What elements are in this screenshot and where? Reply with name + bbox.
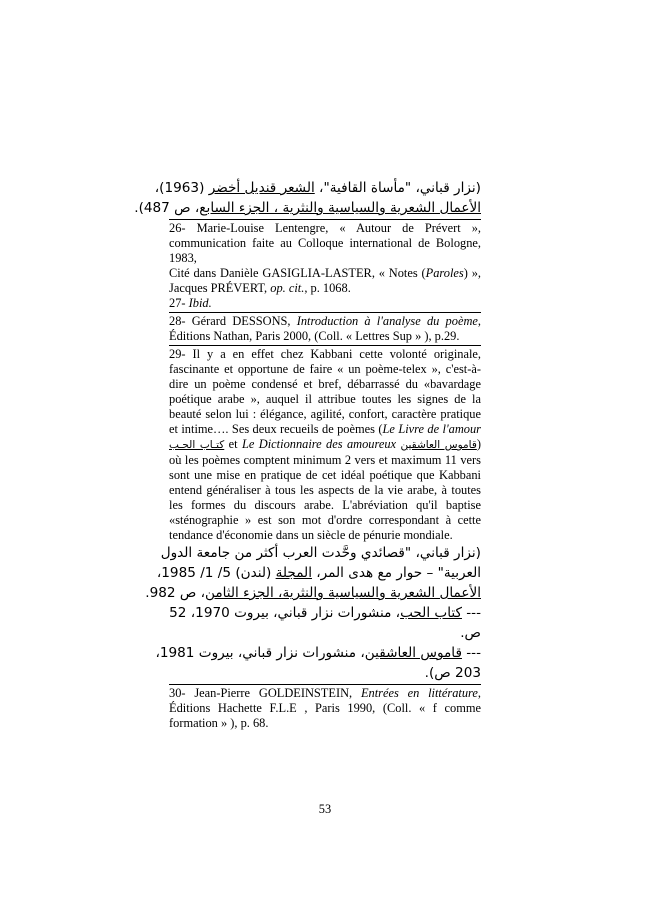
footnotes-column: [134, 178, 482, 731]
footnote-27: 27- Ibid.: [169, 296, 212, 310]
arabic-title-qamus-al-ashiqin: قاموس العاشقين: [400, 439, 477, 451]
footnote-26-para-1: 26- Marie-Louise Lentengre, « Autour de Prévert », communication faite au Colloque international de Bologne, 1983,: [169, 221, 481, 265]
footnote-26-para-2: Cité dans Danièle GASIGLIA-LASTER, « Notes (Paroles) », Jacques PRÉVERT, op. cit., p. 1068.: [169, 266, 481, 295]
arabic-citation-2-line-1: (نزار قباني، "قصائدي وحَّدت العرب أكثر من جامعة الدول: [160, 545, 481, 561]
footnote-30: 30- Jean-Pierre GOLDEINSTEIN, Entrées en littérature, Éditions Hachette F.L.E , Paris 1990, (Coll. « f comme formation » ), p. 68.: [169, 686, 481, 730]
divider: [169, 684, 481, 685]
arabic-citation-2-line-2: العربية" – حوار مع هدى المر، المجلة (لندن) 5/ 1/ 1985،: [156, 565, 481, 581]
arabic-citation-2-line-5: ص.: [460, 625, 481, 641]
arabic-citation-2-line-4: --- كتاب الحب، منشورات نزار قباني، بيروت 1970، 52: [169, 605, 481, 621]
arabic-citation-2-line-7: 203 ص).: [424, 665, 481, 681]
footnote-26: [169, 221, 481, 296]
divider: [169, 345, 481, 346]
arabic-title-kitab-al-hubb: كتـاب الحـب: [169, 439, 225, 451]
page-number: 53: [318, 802, 332, 816]
arabic-citation-1-line-1: (نزار قباني، "مأساة القافية"، الشعر قنديل أخضر (1963)،: [154, 180, 481, 196]
footnote-29: 29- Il y a en effet chez Kabbani cette volonté originale, fascinante et opportune de faire « un poème-telex », c'est-à-dire un poème condensé et bref, débarrassé du «bavardage poétique arabe », auquel il attribue toutes les signes de la beauté selon lui : élégance, agilité, confort, caractère pratique et intime…. Ses deux recueils de poèmes (Le Livre de l'amour كتـاب الحـب et Le Dictionnaire des amoureux قاموس العاشقين) où les poèmes comptent minimum 2 vers et maximum 11 vers sont une mise en pratique de cet idéal poétique que Kabbani entend généraliser à tous les aspects de la vie arabe, à toutes les formes du discours arabe. L'abréviation qu'il baptise «sténographie » est son mot d'ordre correspondant à cette tendance d'économie dans un siècle de pénurie mondiale.: [169, 347, 481, 542]
divider: [169, 312, 481, 313]
arabic-citation-1-line-2: الأعمال الشعرية والسياسية والنثرية ، الجزء السابع، ص 487).: [134, 200, 481, 216]
arabic-citation-2-line-3: الأعمال الشعرية والسياسية والنثرية، الجزء الثامن، ص 982.: [145, 585, 481, 601]
footnote-28: 28- Gérard DESSONS, Introduction à l'analyse du poème, Éditions Nathan, Paris 2000, (Coll. « Lettres Sup » ), p.29.: [169, 314, 482, 343]
divider: [169, 219, 481, 220]
arabic-citation-2-line-6: --- قاموس العاشقين، منشورات نزار قباني، بيروت 1981،: [155, 645, 481, 661]
